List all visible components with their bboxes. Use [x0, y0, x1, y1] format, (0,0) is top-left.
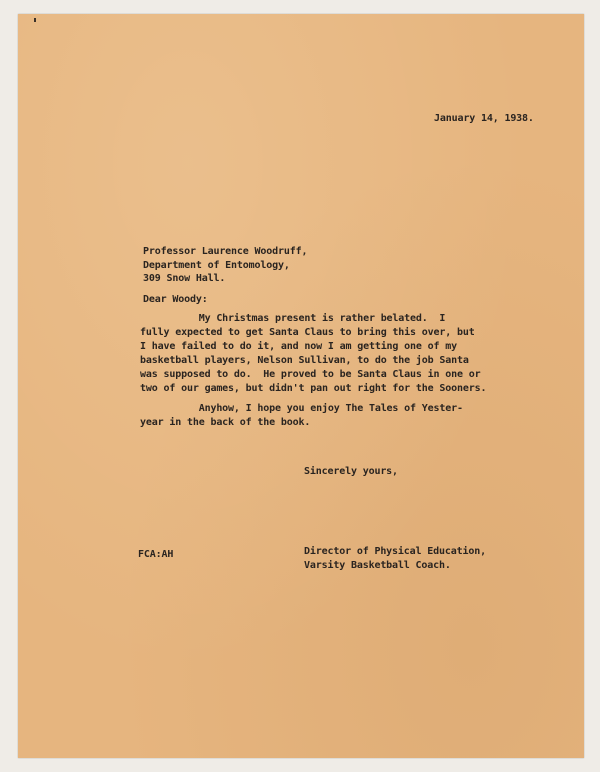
recipient-line-3: 309 Snow Hall. — [143, 273, 226, 284]
page-speck — [34, 18, 36, 22]
salutation: Dear Woody: — [143, 294, 208, 305]
body-paragraph-2-line-2: year in the back of the book. — [140, 417, 311, 428]
body-paragraph-1-line-5: was supposed to do. He proved to be Santa Claus in one or — [140, 369, 481, 380]
body-paragraph-1-line-2: fully expected to get Santa Claus to bring this over, but — [140, 327, 475, 338]
closing: Sincerely yours, — [304, 466, 398, 477]
body-paragraph-1-line-6: two of our games, but didn't pan out right for the Sooners. — [140, 383, 487, 394]
recipient-line-1: Professor Laurence Woodruff, — [143, 246, 308, 257]
recipient-line-2: Department of Entomology, — [143, 260, 290, 271]
body-paragraph-2-line-1: Anyhow, I hope you enjoy The Tales of Yester- — [140, 403, 463, 414]
signature-title-line-2: Varsity Basketball Coach. — [304, 560, 451, 571]
signature-title-line-1: Director of Physical Education, — [304, 546, 486, 557]
reference-initials: FCA:AH — [138, 549, 174, 560]
body-paragraph-1-line-1: My Christmas present is rather belated. I — [140, 313, 446, 324]
body-paragraph-1-line-3: I have failed to do it, and now I am getting one of my — [140, 341, 458, 352]
letter-date: January 14, 1938. — [434, 113, 534, 124]
body-paragraph-1-line-4: basketball players, Nelson Sullivan, to do the job Santa — [140, 355, 469, 366]
